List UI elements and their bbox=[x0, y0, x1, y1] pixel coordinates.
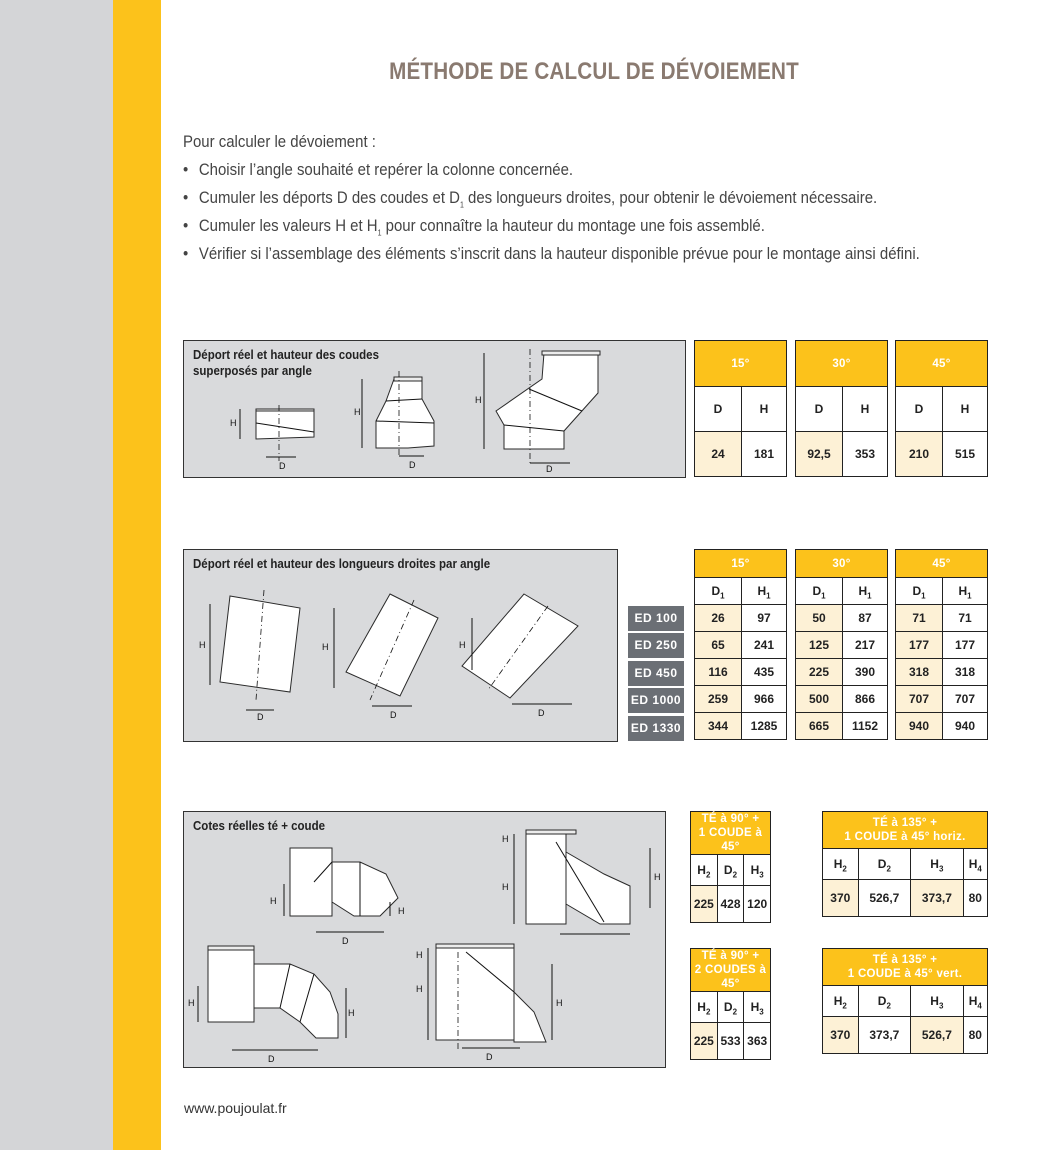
value-cell: 87 bbox=[843, 605, 888, 632]
value-cell: 533 bbox=[717, 1023, 744, 1060]
intro-bullet-2: • Cumuler les déports D des coudes et $D_1$ des longueurs droites, pour obtenir le dévoiement nécessaire. bbox=[183, 184, 940, 212]
column-header: $H_2$ bbox=[823, 849, 859, 880]
footer-url: www.poujoulat.fr bbox=[184, 1100, 287, 1116]
svg-text:H: H bbox=[270, 896, 277, 906]
value-cell: 940 bbox=[896, 713, 943, 740]
value-cell: 363 bbox=[744, 1023, 771, 1060]
svg-text:D: D bbox=[546, 464, 553, 474]
page-title: MÉTHODE DE CALCUL DE DÉVOIEMENT bbox=[389, 58, 799, 85]
value-cell: 71 bbox=[943, 605, 988, 632]
column-header: $H_3$ bbox=[744, 855, 771, 886]
value-cell: 177 bbox=[896, 632, 943, 659]
value-cell: 500 bbox=[796, 686, 843, 713]
column-header: $H_4$ bbox=[963, 849, 987, 880]
elbows-diagram bbox=[184, 341, 687, 479]
value-cell: 177 bbox=[943, 632, 988, 659]
value-cell: 259 bbox=[695, 686, 742, 713]
straight-45-drawing bbox=[459, 594, 578, 718]
value-cell: 181 bbox=[742, 432, 787, 477]
straight-lengths-diagram bbox=[184, 550, 619, 743]
ed-label: ED 250 bbox=[628, 633, 684, 658]
value-cell: 125 bbox=[796, 632, 843, 659]
svg-text:D: D bbox=[279, 461, 286, 471]
tee90-2elbows-drawing bbox=[188, 946, 355, 1064]
value-cell: 526,7 bbox=[911, 1017, 964, 1054]
value-cell: 318 bbox=[896, 659, 943, 686]
angle-header: 15° bbox=[695, 550, 787, 578]
column-header: $H_1$ bbox=[943, 578, 988, 605]
column-header: $D_1$ bbox=[695, 578, 742, 605]
tee-elbow-diagram-panel bbox=[183, 811, 666, 1068]
tee-header: TÉ à 90° + 2 COUDES à 45° bbox=[691, 949, 771, 992]
value-cell: 80 bbox=[963, 1017, 987, 1054]
tee90-1elbow-drawing bbox=[270, 848, 405, 946]
ed-label: ED 100 bbox=[628, 606, 684, 631]
column-header: $D_2$ bbox=[858, 986, 911, 1017]
angle-header: 30° bbox=[796, 341, 888, 387]
value-cell: 435 bbox=[742, 659, 787, 686]
svg-text:H: H bbox=[475, 395, 482, 405]
value-cell: 318 bbox=[943, 659, 988, 686]
value-cell: 217 bbox=[843, 632, 888, 659]
column-header: $H_3$ bbox=[744, 992, 771, 1023]
straight-lengths-diagram-panel bbox=[183, 549, 618, 742]
ed-label: ED 450 bbox=[628, 661, 684, 686]
value-cell: 50 bbox=[796, 605, 843, 632]
svg-text:H: H bbox=[348, 1008, 355, 1018]
column-header: $D_1$ bbox=[796, 578, 843, 605]
straight-table-3 bbox=[895, 549, 988, 740]
elbow-45-drawing bbox=[475, 349, 600, 474]
svg-text:D: D bbox=[538, 708, 545, 718]
value-cell: 71 bbox=[896, 605, 943, 632]
column-header: $H_1$ bbox=[843, 578, 888, 605]
value-cell: 97 bbox=[742, 605, 787, 632]
value-cell: 665 bbox=[796, 713, 843, 740]
column-header: $H_1$ bbox=[742, 578, 787, 605]
intro-text bbox=[183, 128, 940, 268]
value-cell: 707 bbox=[943, 686, 988, 713]
value-cell: 225 bbox=[691, 1023, 718, 1060]
value-cell: 373,7 bbox=[911, 880, 964, 917]
value-cell: 353 bbox=[843, 432, 888, 477]
value-cell: 225 bbox=[796, 659, 843, 686]
tee-elbow-panel-title: Cotes réelles té + coude bbox=[193, 819, 325, 833]
tee135-1elbow-vert-drawing bbox=[416, 944, 563, 1062]
svg-text:H: H bbox=[398, 906, 405, 916]
value-cell: 92,5 bbox=[796, 432, 843, 477]
column-header: $H_4$ bbox=[963, 986, 987, 1017]
column-header: H bbox=[943, 387, 988, 432]
value-cell: 866 bbox=[843, 686, 888, 713]
svg-text:H: H bbox=[322, 642, 329, 652]
value-cell: 370 bbox=[823, 1017, 859, 1054]
elbow-table-2 bbox=[795, 340, 888, 477]
tee-header: TÉ à 135° + 1 COUDE à 45° horiz. bbox=[823, 812, 988, 849]
column-header: D bbox=[796, 387, 843, 432]
intro-bullet-3: • Cumuler les valeurs H et $H_1$ pour connaître la hauteur du montage une fois assemblé. bbox=[183, 212, 940, 240]
column-header: $D_1$ bbox=[896, 578, 943, 605]
intro-list bbox=[183, 156, 940, 268]
straight-lengths-panel-title: Déport réel et hauteur des longueurs droites par angle bbox=[193, 557, 491, 571]
value-cell: 707 bbox=[896, 686, 943, 713]
svg-text:H: H bbox=[502, 834, 509, 844]
straight-table-2 bbox=[795, 549, 888, 740]
value-cell: 373,7 bbox=[858, 1017, 911, 1054]
value-cell: 390 bbox=[843, 659, 888, 686]
svg-text:D: D bbox=[390, 710, 397, 720]
value-cell: 26 bbox=[695, 605, 742, 632]
svg-text:H: H bbox=[416, 984, 423, 994]
svg-text:H: H bbox=[199, 640, 206, 650]
value-cell: 526,7 bbox=[858, 880, 911, 917]
value-cell: 116 bbox=[695, 659, 742, 686]
svg-text:H: H bbox=[354, 407, 361, 417]
value-cell: 515 bbox=[943, 432, 988, 477]
tee135-1elbow-horiz-drawing bbox=[502, 830, 661, 934]
svg-text:H: H bbox=[654, 872, 661, 882]
column-header: $H_2$ bbox=[823, 986, 859, 1017]
svg-text:D: D bbox=[409, 460, 416, 470]
column-header: H bbox=[843, 387, 888, 432]
column-header: D bbox=[695, 387, 742, 432]
column-header: $D_2$ bbox=[858, 849, 911, 880]
column-header: D bbox=[896, 387, 943, 432]
straight-table-1 bbox=[694, 549, 787, 740]
column-header: $H_2$ bbox=[691, 992, 718, 1023]
value-cell: 1285 bbox=[742, 713, 787, 740]
angle-header: 15° bbox=[695, 341, 787, 387]
elbow-table-3 bbox=[895, 340, 988, 477]
left-yellow-stripe bbox=[113, 0, 161, 1150]
tee-table-3 bbox=[690, 948, 771, 1060]
elbows-panel-title: Déport réel et hauteur des coudes superposés par angle bbox=[193, 348, 379, 378]
svg-text:H: H bbox=[188, 998, 195, 1008]
angle-header: 45° bbox=[896, 550, 988, 578]
value-cell: 966 bbox=[742, 686, 787, 713]
column-header: $D_2$ bbox=[717, 855, 744, 886]
tee-header: TÉ à 135° + 1 COUDE à 45° vert. bbox=[823, 949, 988, 986]
elbow-15-drawing bbox=[230, 405, 314, 471]
tee-table-1 bbox=[690, 811, 771, 923]
angle-header: 30° bbox=[796, 550, 888, 578]
tee-table-4 bbox=[822, 948, 988, 1054]
tee-elbow-diagram bbox=[184, 812, 667, 1069]
straight-15-drawing bbox=[199, 590, 300, 722]
value-cell: 24 bbox=[695, 432, 742, 477]
value-cell: 370 bbox=[823, 880, 859, 917]
ed-label: ED 1330 bbox=[628, 716, 684, 741]
svg-text:H: H bbox=[556, 998, 563, 1008]
svg-text:H: H bbox=[416, 950, 423, 960]
value-cell: 940 bbox=[943, 713, 988, 740]
ed-label: ED 1000 bbox=[628, 688, 684, 713]
elbow-table-1 bbox=[694, 340, 787, 477]
svg-text:D: D bbox=[486, 1052, 493, 1062]
value-cell: 241 bbox=[742, 632, 787, 659]
value-cell: 344 bbox=[695, 713, 742, 740]
column-header: $H_3$ bbox=[911, 986, 964, 1017]
column-header: H bbox=[742, 387, 787, 432]
tee-table-2 bbox=[822, 811, 988, 917]
svg-text:D: D bbox=[268, 1054, 275, 1064]
svg-text:D: D bbox=[257, 712, 264, 722]
tee-header: TÉ à 90° + 1 COUDE à 45° bbox=[691, 812, 771, 855]
column-header: $D_2$ bbox=[717, 992, 744, 1023]
column-header: $H_3$ bbox=[911, 849, 964, 880]
elbows-diagram-panel bbox=[183, 340, 686, 478]
svg-text:H: H bbox=[502, 882, 509, 892]
value-cell: 80 bbox=[963, 880, 987, 917]
svg-text:H: H bbox=[459, 640, 466, 650]
straight-30-drawing bbox=[322, 594, 438, 720]
elbow-30-drawing bbox=[354, 371, 434, 470]
left-grey-stripe bbox=[0, 0, 113, 1150]
column-header: $H_2$ bbox=[691, 855, 718, 886]
intro-bullet-1: • Choisir l’angle souhaité et repérer la colonne concernée. bbox=[183, 156, 940, 184]
svg-text:H: H bbox=[230, 418, 237, 428]
value-cell: 225 bbox=[691, 886, 718, 923]
intro-bullet-4: • Vérifier si l’assemblage des éléments s’inscrit dans la hauteur disponible prévue pour le montage ainsi défini. bbox=[183, 240, 940, 268]
value-cell: 120 bbox=[744, 886, 771, 923]
value-cell: 428 bbox=[717, 886, 744, 923]
angle-header: 45° bbox=[896, 341, 988, 387]
value-cell: 65 bbox=[695, 632, 742, 659]
svg-text:D: D bbox=[342, 936, 349, 946]
value-cell: 210 bbox=[896, 432, 943, 477]
intro-lead: Pour calculer le dévoiement : bbox=[183, 132, 376, 151]
value-cell: 1152 bbox=[843, 713, 888, 740]
